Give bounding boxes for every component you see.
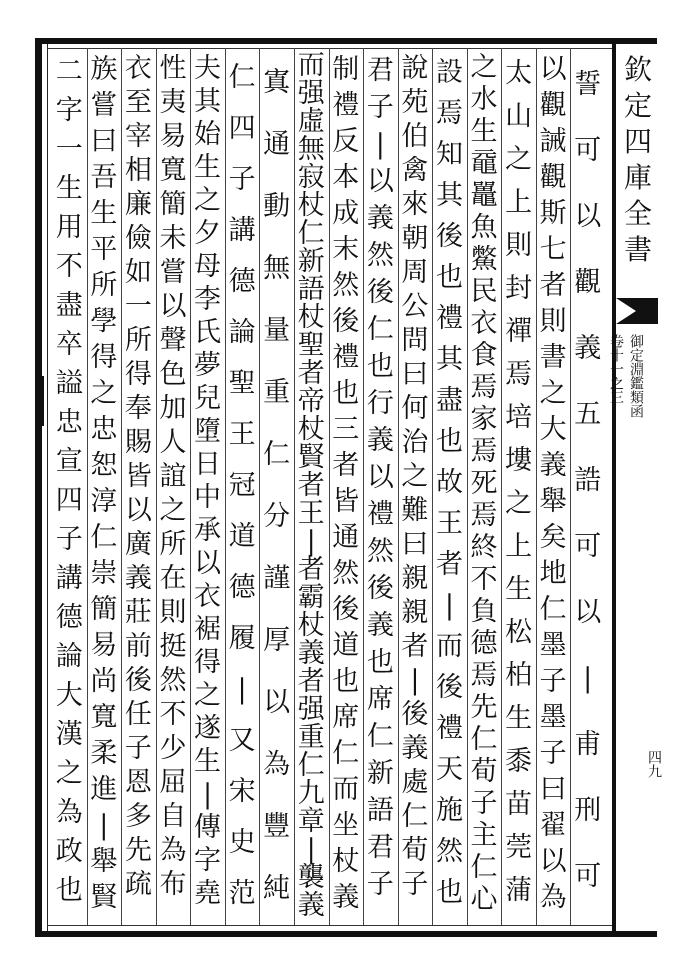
text-column: 之 水 生 黿 鼉 魚 鱉 民 衣 食 焉 家 焉 死 焉 終 不 負 德 焉 先 仁 荀 子 主 仁 心 [470,52,498,915]
volume-number: 卷十一之三 [608,334,624,404]
book-title-char: 全 [623,197,652,230]
text-column: 以 觀 誡 觀 斯 七 者 則 書 之 大 義 舉 矣 地 仁 墨 子 墨 子 曰 翟 以 為 [539,54,567,913]
gutter-mark [36,376,44,426]
book-title [620,52,656,268]
frame-left-border [35,38,42,937]
book-title-char: 定 [623,89,652,122]
frame-bottom-border [35,931,657,937]
text-column: 寘 通 動 無 量 重 仁 分 謹 厚 以 為 豐 純 [263,67,291,904]
book-title-char: 書 [623,233,652,266]
text-column: 衣 至 宰 相 廉 儉 如 一 所 得 奉 賜 皆 以 廣 義 莊 前 後 任 子 恩 多 先 疏 [124,53,152,900]
text-column: 而 强 虛 無 寂 杖 仁 新 語 杖 聖 者 帝 杖 賢 者 王 | 者 霸 杖 義 者 强 重 仁 九 章 | 襲 義 [297,50,325,921]
book-title-char: 四 [623,125,652,158]
text-column: 設 焉 知 其 後 也 禮 其 盡 也 故 王 者 | 而 後 禮 天 施 然 也 [435,57,463,908]
edition-title: 御定淵鑑類函 [628,334,644,418]
text-column: 說 苑 伯 禽 來 朝 周 公 問 曰 何 治 之 難 曰 親 親 者 | 後 義 處 仁 荀 子 [401,53,429,900]
text-column: 性 夷 易 寬 簡 未 嘗 以 聲 色 加 人 誼 之 所 在 則 挺 然 不 少 屈 自 為 布 [159,53,187,900]
frame-top-border [35,38,657,44]
fish-tail-mark [614,296,660,326]
book-title-char: 欽 [623,53,652,86]
book-title-char: 庫 [623,161,652,194]
frame-inner-bottom-line [47,925,612,926]
text-column: 制 禮 反 本 成 末 然 後 禮 也 三 者 皆 通 然 後 道 也 席 仁 而 坐 杖 義 [332,54,360,913]
text-column: 族 嘗 曰 吾 生 平 所 學 得 之 忠 恕 淳 仁 崇 簡 易 尚 寬 柔 進 | 舉 賢 [90,54,118,913]
frame-right-border [612,38,616,937]
text-column: 二 字 一 生 用 不 盡 卒 謚 忠 宣 四 子 講 德 論 大 漢 之 為 政 也 [55,56,83,906]
text-column: 太 山 之 上 則 封 禪 焉 培 塿 之 上 生 松 柏 生 黍 苗 莞 蒲 [505,58,533,906]
page-number: 四九 [646,750,662,778]
text-column: 仁 四 子 講 德 論 聖 王 冠 道 德 履 | 又 宋 史 范 [228,62,256,909]
text-column: 誓 可 以 觀 義 五 誥 可 以 | 甫 刑 可 [574,69,602,892]
text-column: 君 子 | 以 義 然 後 仁 也 行 義 以 禮 然 後 義 也 席 仁 新 語 君 子 [366,55,394,900]
text-column: 夫 其 始 生 之 夕 母 李 氏 夢 兒 墮 日 中 承 以 衣 裾 得 之 遂 生 | 傳 字 堯 [194,53,222,909]
